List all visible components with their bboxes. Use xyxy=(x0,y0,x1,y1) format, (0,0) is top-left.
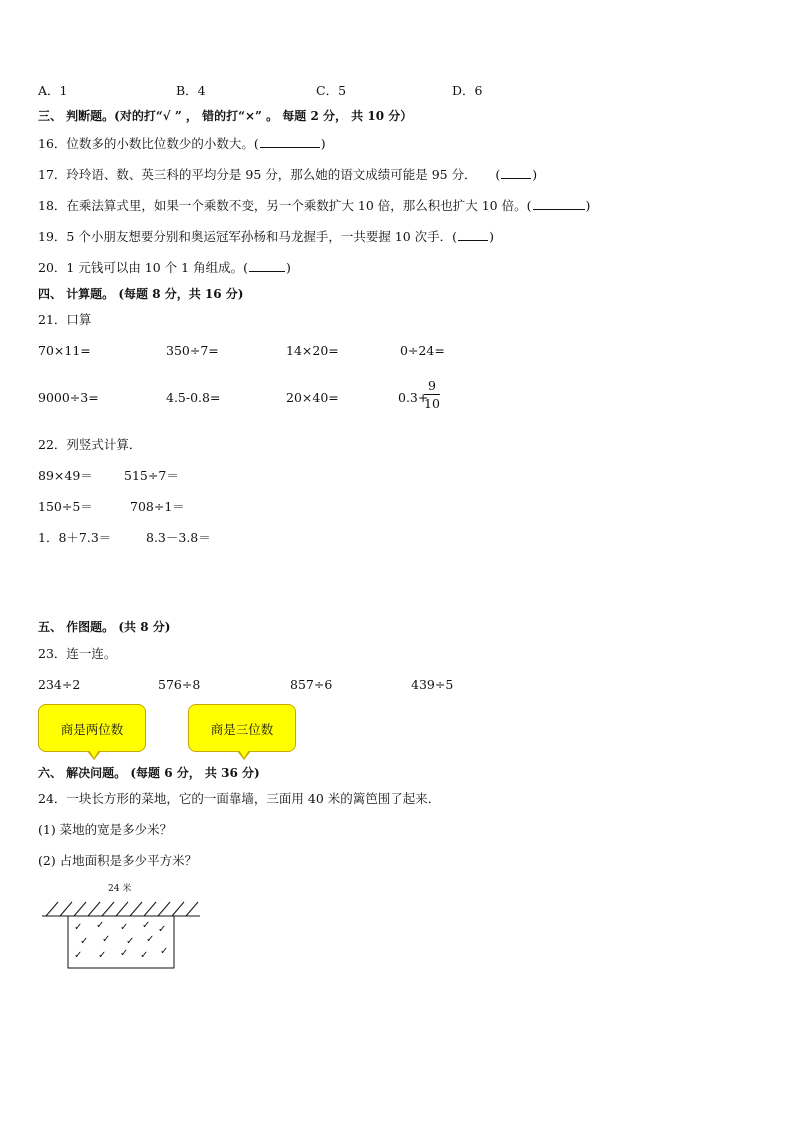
question-18 xyxy=(38,198,590,214)
option-c: C．5 xyxy=(316,83,347,98)
section-3-title: 三、 判断题。(对的打“√ ” ， 错的打“×” 。 每题 2 分， 共 10 分） xyxy=(38,109,413,123)
answer-blank-18[interactable] xyxy=(533,198,585,210)
svg-text:✓: ✓ xyxy=(146,934,155,945)
mental-calc-7: 20×40= xyxy=(286,390,339,405)
svg-text:✓: ✓ xyxy=(96,920,105,931)
vertical-calc-5: 1．8＋7.3＝ xyxy=(38,530,112,545)
answer-blank-19[interactable] xyxy=(458,229,488,241)
question-17-text: 17．玲玲语、数、英三科的平均分是 95 分，那么她的语文成绩可能是 95 分． ( xyxy=(38,167,501,182)
vertical-calc-2: 515÷7＝ xyxy=(124,468,179,483)
question-16-text: 16．位数多的小数比位数少的小数大。( xyxy=(38,136,259,151)
bubble-tail xyxy=(237,751,251,760)
question-17-end: ) xyxy=(532,167,538,182)
question-17 xyxy=(38,167,537,183)
wall-hatching xyxy=(42,902,200,916)
option-a: A．1 xyxy=(38,83,68,98)
svg-text:✓: ✓ xyxy=(74,950,83,961)
question-20-text: 20．1 元钱可以由 10 个 1 角组成。( xyxy=(38,260,248,275)
division-expr-1[interactable]: 234÷2 xyxy=(38,677,81,692)
mental-calc-1: 70×11= xyxy=(38,343,91,358)
fraction xyxy=(424,378,440,411)
division-expr-2[interactable]: 576÷8 xyxy=(158,677,201,692)
bubble-label-two-digit: 商是两位数 xyxy=(60,722,124,737)
answer-bubble-three-digit[interactable] xyxy=(188,704,296,752)
answer-blank-20[interactable] xyxy=(249,260,285,272)
fraction-denominator: 10 xyxy=(424,396,440,411)
question-24: 24．一块长方形的菜地，它的一面靠墙，三面用 40 米的篱笆围了起来． xyxy=(38,791,441,806)
mental-calc-2: 350÷7= xyxy=(166,343,219,358)
bubble-label-three-digit: 商是三位数 xyxy=(210,722,274,737)
question-18-text: 18．在乘法算式里，如果一个乘数不变，另一个乘数扩大 10 倍，那么积也扩大 10 倍。( xyxy=(38,198,532,213)
mental-calc-3: 14×20= xyxy=(286,343,339,358)
question-18-end: ) xyxy=(585,198,591,213)
division-expr-3[interactable]: 857÷6 xyxy=(290,677,333,692)
svg-text:✓: ✓ xyxy=(142,920,151,931)
mental-calc-4: 0÷24= xyxy=(400,343,445,358)
vertical-calc-3: 150÷5＝ xyxy=(38,499,93,514)
mental-calc-8: 0.3+ xyxy=(398,390,429,405)
vegetable-marks xyxy=(74,920,168,961)
svg-text:✓: ✓ xyxy=(120,948,129,959)
question-23-label: 23．连一连。 xyxy=(38,646,117,661)
question-22-label: 22．列竖式计算． xyxy=(38,437,142,452)
svg-text:✓: ✓ xyxy=(160,946,169,957)
question-19-end: ) xyxy=(489,229,494,244)
question-19 xyxy=(38,229,494,245)
option-d: D．6 xyxy=(452,83,483,98)
bubble-tail xyxy=(87,751,101,760)
question-16-end: ) xyxy=(320,136,326,151)
question-19-text: 19．5 个小朋友想要分别和奥运冠军孙杨和马龙握手，一共要握 10 次手．( xyxy=(38,229,458,244)
question-24-sub-2: (2) 占地面积是多少平方米？ xyxy=(38,853,198,868)
question-24-sub-1: (1) 菜地的宽是多少米？ xyxy=(38,822,173,837)
fraction-numerator: 9 xyxy=(428,378,436,393)
vertical-calc-1: 89×49＝ xyxy=(38,468,93,483)
mental-calc-6: 4.5-0.8= xyxy=(166,390,221,405)
svg-text:✓: ✓ xyxy=(126,936,135,947)
svg-text:✓: ✓ xyxy=(158,924,167,935)
svg-text:✓: ✓ xyxy=(102,934,111,945)
mental-calc-5: 9000÷3= xyxy=(38,390,99,405)
svg-text:✓: ✓ xyxy=(120,922,129,933)
question-21-label: 21．口算 xyxy=(38,312,92,327)
section-5-title: 五、 作图题。 (共 8 分) xyxy=(38,620,171,634)
svg-text:✓: ✓ xyxy=(140,950,149,961)
vertical-calc-4: 708÷1＝ xyxy=(130,499,185,514)
vertical-calc-6: 8.3－3.8＝ xyxy=(146,530,211,545)
section-4-title: 四、 计算题。 (每题 8 分，共 16 分) xyxy=(38,287,244,301)
answer-blank-16[interactable] xyxy=(260,136,320,148)
fraction-bar xyxy=(424,394,440,395)
garden-figure xyxy=(40,896,202,972)
question-20-end: ) xyxy=(285,260,291,275)
question-16 xyxy=(38,136,326,152)
svg-text:✓: ✓ xyxy=(80,936,89,947)
option-b: B．4 xyxy=(176,83,206,98)
section-6-title: 六、 解决问题。 (每题 6 分， 共 36 分) xyxy=(38,766,260,780)
svg-text:✓: ✓ xyxy=(74,922,83,933)
question-20 xyxy=(38,260,291,276)
division-expr-4[interactable]: 439÷5 xyxy=(411,677,454,692)
figure-length-label: 24 米 xyxy=(108,884,132,894)
answer-bubble-two-digit[interactable] xyxy=(38,704,146,752)
answer-blank-17[interactable] xyxy=(501,167,531,179)
svg-text:✓: ✓ xyxy=(98,950,107,961)
